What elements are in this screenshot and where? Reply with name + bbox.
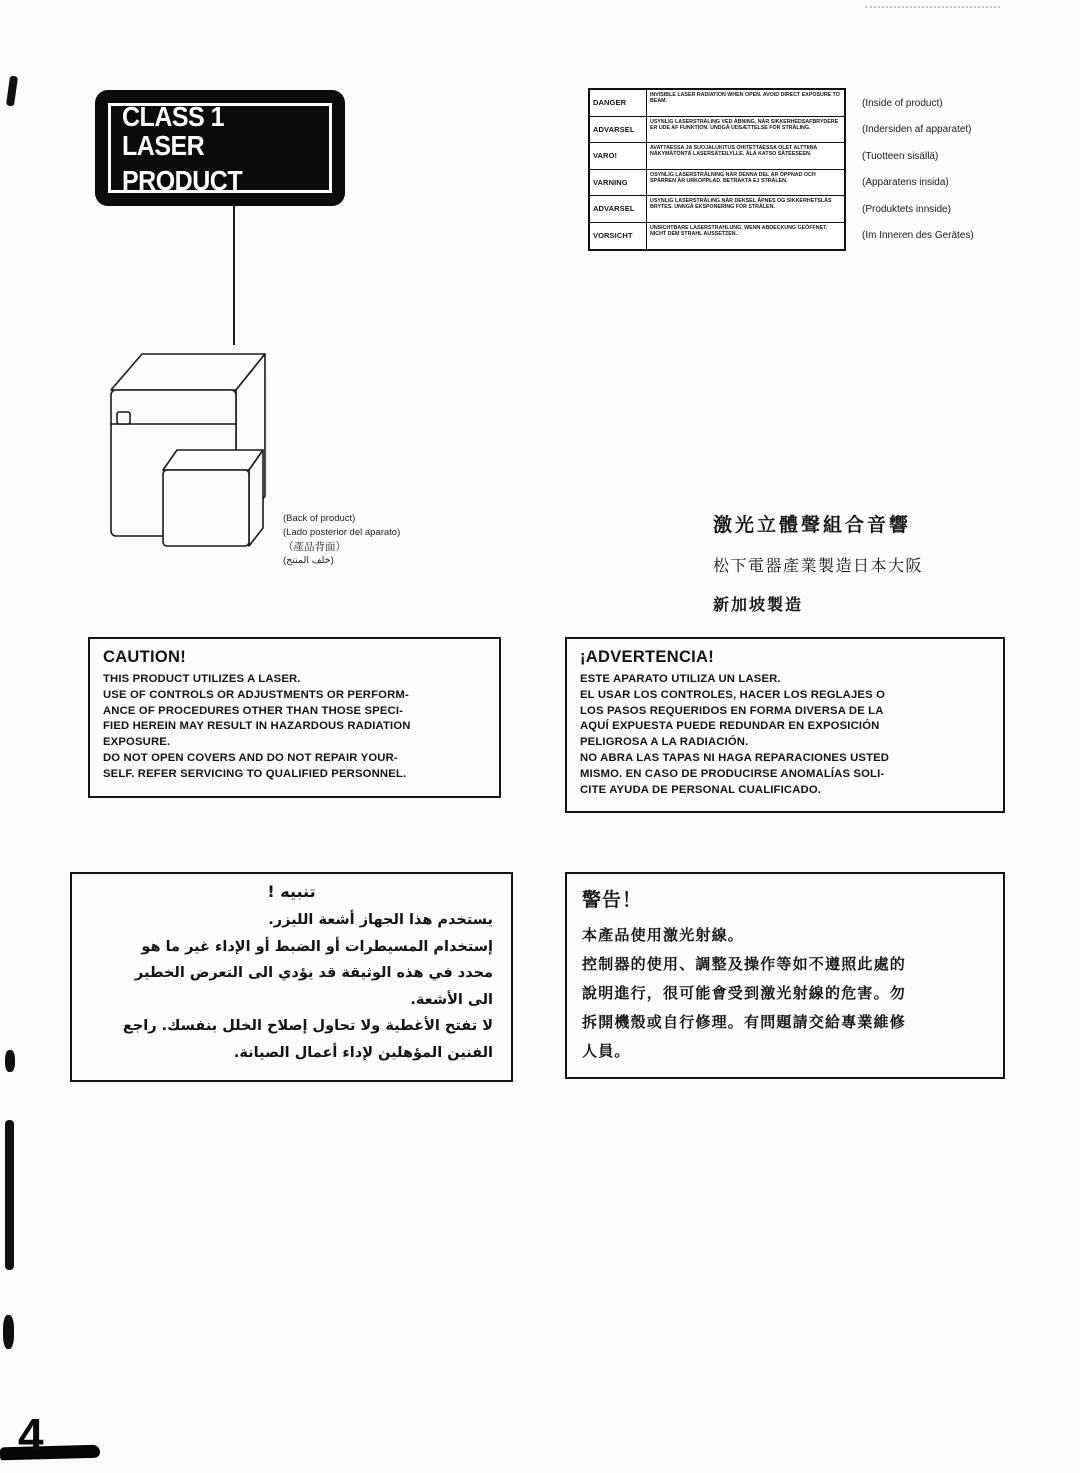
laser-warning-table xyxy=(588,88,846,251)
warning-term: DANGER xyxy=(590,90,647,116)
advertencia-line: MISMO. EN CASO DE PRODUCIRSE ANOMALÍAS SOLI- xyxy=(580,767,885,780)
scan-artifact-bottom-smudge xyxy=(0,1445,100,1461)
chinese-warning-line: 本產品使用激光射線。 xyxy=(582,926,745,944)
caption-spanish: (Lado posterior del aparato) xyxy=(283,527,401,538)
table-row xyxy=(590,117,844,144)
caution-box-english xyxy=(88,637,501,798)
caution-line: EXPOSURE. xyxy=(103,736,171,749)
location-note: (Tuotteen sisällä) xyxy=(862,150,939,162)
caption-english: (Back of product) xyxy=(283,513,356,524)
arabic-warning-line: لا تفتح الأغطية ولا تحاول إصلاح الخلل بنفسك. راجع xyxy=(122,1018,493,1034)
manufacturer-info-block xyxy=(713,510,923,615)
warning-text: USYNLIG LASERSTRÅLING NÅR DEKSEL ÅPNES OG SIKKERHETSLÅS BRYTES. UNNGÅ EKSPONERING FOR STRÅLEN. xyxy=(650,198,832,211)
scan-artifact-3 xyxy=(5,1120,14,1270)
caution-line: FIED HEREIN MAY RESULT IN HAZARDOUS RADIATION xyxy=(103,720,411,733)
product-caption-block xyxy=(283,512,458,568)
location-note: (Inside of product) xyxy=(862,97,943,109)
arabic-warning-line: إستخدام المسيطرات أو الضبط أو الإداء غير ما هو xyxy=(141,938,493,955)
class-label-line2: LASER PRODUCT xyxy=(122,129,243,196)
page-number: 4 xyxy=(18,1409,44,1461)
arabic-warning-line: الى الأشعة. xyxy=(410,991,493,1008)
warning-text: OSYNLIG LASERSTRÅLNING NÄR DENNA DEL ÄR ÖPPNAD OCH SPÄRREN ÄR URKOPPLAD. BETRAKTA EJ STRÅLEN. xyxy=(650,171,816,184)
table-row xyxy=(590,90,844,117)
class-1-laser-label-inner xyxy=(108,100,332,196)
advertencia-line: PELIGROSA A LA RADIACIÓN. xyxy=(580,736,749,749)
arabic-warning-line: يستخدم هذا الجهاز أشعة الليزر. xyxy=(268,912,493,928)
advertencia-line: CITE AYUDA DE PERSONAL CUALIFICADO. xyxy=(580,783,822,796)
caution-line: ANCE OF PROCEDURES OTHER THAN THOSE SPECI- xyxy=(103,704,404,717)
warning-term: ADVARSEL xyxy=(590,196,647,222)
location-note: (Apparatens insida) xyxy=(862,177,949,189)
chinese-warning-title: 警告！ xyxy=(582,889,643,911)
warning-text: UNSICHTBARE LASERSTRAHLUNG, WENN ABDECKUNG GEÖFFNET. NICHT DEM STRAHL AUSSETZEN. xyxy=(650,224,828,237)
table-row xyxy=(590,143,844,170)
class-1-laser-label xyxy=(95,90,345,206)
warning-term: ADVARSEL xyxy=(590,117,647,143)
location-note: (Im Inneren des Gerätes) xyxy=(862,230,974,242)
caution-line: DO NOT OPEN COVERS AND DO NOT REPAIR YOUR- xyxy=(103,751,398,764)
arabic-warning-line: محدد في هذه الوثيقة قد يؤدي الى التعرض الخطير xyxy=(134,965,493,981)
location-note: (Produktets innside) xyxy=(862,203,951,215)
warning-term: VARNING xyxy=(590,170,647,196)
arabic-warning-line: الفنين المؤهلين لإداء أعمال الصيانة. xyxy=(233,1044,493,1061)
warning-term: VARO! xyxy=(590,143,647,169)
caption-arabic: (خلف المنتج) xyxy=(283,555,334,566)
advertencia-line: ESTE APARATO UTILIZA UN LASER. xyxy=(580,673,781,685)
chinese-warning-line: 拆開機殼或自行修理。有問題請交給專業維修 xyxy=(582,1013,907,1031)
table-row xyxy=(590,196,844,223)
caution-line: THIS PRODUCT UTILIZES A LASER. xyxy=(103,673,301,685)
advertencia-line: LOS PASOS REQUERIDOS EN FORMA DIVERSA DE LA xyxy=(580,704,884,717)
scan-artifact-4 xyxy=(3,1315,14,1349)
warning-text: AVATTAESSA JA SUOJALUKITUS OHITETTAESSA OLET ALTTIINA NÄKYMÄTÖNTÄ LASERSÄTEILYLLE. ÄLÄ KATSO SÄTEESEEN. xyxy=(650,145,818,158)
advertencia-line: AQUÍ EXPUESTA PUEDE REDUNDAR EN EXPOSICIÓN xyxy=(580,720,880,733)
caution-line: SELF. REFER SERVICING TO QUALIFIED PERSONNEL. xyxy=(103,767,407,780)
warning-text: INVISIBLE LASER RADIATION WHEN OPEN. AVOID DIRECT EXPOSURE TO BEAM. xyxy=(650,92,840,105)
caption-chinese: （產品背面） xyxy=(283,541,346,553)
chinese-warning-line: 控制器的使用、調整及操作等如不遵照此處的 xyxy=(582,955,907,973)
table-row xyxy=(590,170,844,197)
chinese-warning-line: 人員。 xyxy=(582,1042,631,1060)
table-row xyxy=(590,223,844,250)
manufacturer-chinese: 松下電器產業製造日本大阪 xyxy=(713,556,924,575)
chinese-warning-line: 說明進行，很可能會受到激光射線的危害。勿 xyxy=(582,984,907,1002)
scan-artifact-1 xyxy=(6,76,18,107)
warning-term: VORSICHT xyxy=(590,223,647,250)
advertencia-title: ¡ADVERTENCIA! xyxy=(580,648,715,666)
advertencia-line: EL USAR LOS CONTROLES, HACER LOS REGLAJES O xyxy=(580,688,886,701)
class-label-line1: CLASS 1 xyxy=(122,100,225,133)
advertencia-box-spanish xyxy=(565,637,1005,813)
warning-location-notes xyxy=(862,88,974,251)
caution-title: CAUTION! xyxy=(103,648,187,666)
arabic-warning-title: تنبيه ! xyxy=(267,882,316,901)
product-back-drawing xyxy=(95,338,280,553)
caution-line: USE OF CONTROLS OR ADJUSTMENTS OR PERFORM- xyxy=(103,688,409,701)
scan-artifact-2 xyxy=(5,1050,15,1072)
location-note: (Indersiden af apparatet) xyxy=(862,124,972,136)
warning-box-arabic xyxy=(70,872,513,1082)
scan-artifact-dotted-line xyxy=(865,6,1000,8)
warning-box-chinese xyxy=(565,872,1005,1079)
warning-text: USYNLIG LASERSTRÅLING VED ÅBNING, NÅR SIKKERHEDSAFBRYDERE ER UDE AF FUNKTION. UNDGÅ UDSÆTTELSE FOR STRÅLING. xyxy=(650,118,839,131)
made-in-chinese: 新加坡製造 xyxy=(713,595,804,614)
laser-warning-table-wrap xyxy=(588,88,974,251)
label-pointer-line xyxy=(233,204,235,345)
advertencia-line: NO ABRA LAS TAPAS NI HAGA REPARACIONES USTED xyxy=(580,751,890,764)
product-name-chinese: 激光立體聲組合音響 xyxy=(713,514,912,536)
